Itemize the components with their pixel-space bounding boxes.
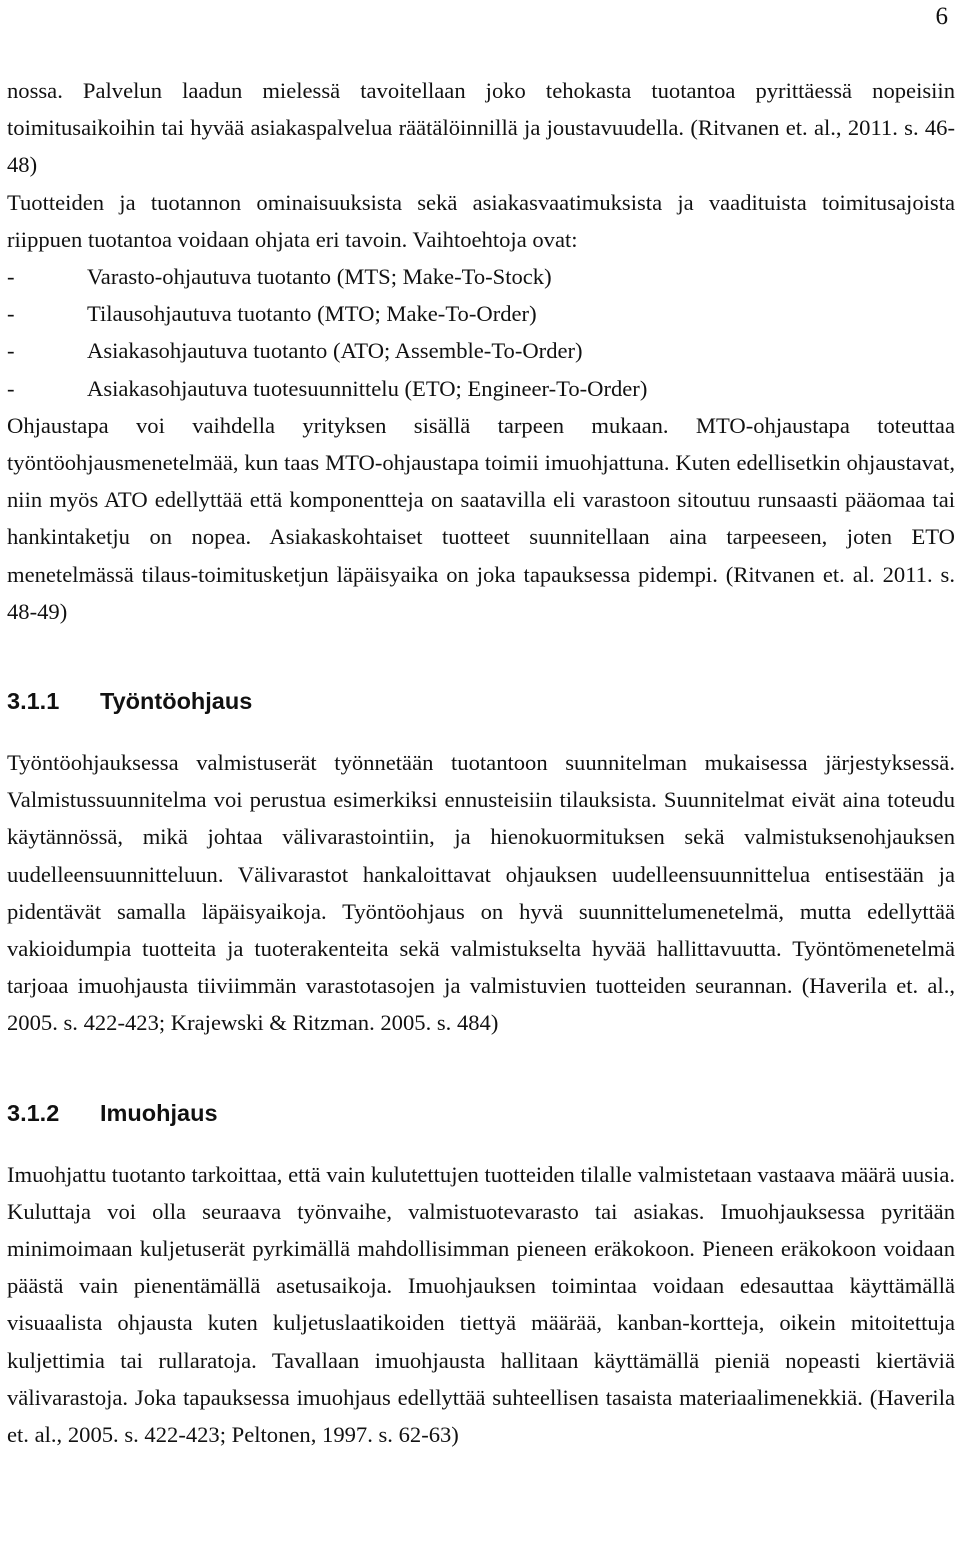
list-item	[7, 332, 955, 369]
page-number: 6	[935, 3, 948, 30]
list-item-text: Asiakasohjautuva tuotesuunnittelu (ETO; Engineer-To-Order)	[87, 375, 648, 401]
list-item	[7, 258, 955, 295]
section-heading-3-1-2	[7, 1098, 955, 1128]
intro-paragraph-1: nossa. Palvelun laadun mielessä tavoitellaan joko tehokasta tuotantoa pyrittäessä nopeisiin toimitusaikoihin tai hyvää asiakaspalvelua räätälöinnillä ja joustavuudella. (Ritvanen et. al., 2011. s. 46-48)	[7, 78, 955, 178]
list-item	[7, 370, 955, 407]
production-types-list	[7, 258, 955, 407]
section-title: Imuohjaus	[100, 1099, 218, 1126]
list-item	[7, 295, 955, 332]
section-number: 3.1.2	[7, 1099, 60, 1126]
document-body	[7, 72, 955, 1453]
intro-paragraph-2: Tuotteiden ja tuotannon ominaisuuksista sekä asiakasvaatimuksista ja vaadituista toimitusajoista riippuen tuotantoa voidaan ohjata eri tavoin. Vaihtoehtoja ovat:	[7, 189, 955, 252]
list-item-text: Asiakasohjautuva tuotanto (ATO; Assemble-To-Order)	[87, 338, 583, 364]
section-number: 3.1.1	[7, 688, 60, 715]
section-title: Työntöohjaus	[100, 688, 253, 715]
section-heading-3-1-1	[7, 686, 955, 716]
list-marker: -	[7, 264, 15, 290]
intro-paragraph-3: Ohjaustapa voi vaihdella yrityksen sisällä tarpeen mukaan. MTO-ohjaustapa toteuttaa työntöohjausmenetelmää, kun taas MTO-ohjaustapa toimii imuohjattuna. Kuten edellisetkin ohjaustavat, niin myös ATO edellyttää että komponentteja on saatavilla eli varastoon sitoutuu runsaasti pääomaa tai hankintaketju on nopea. Asiakaskohtaiset tuotteet suunnitellaan aina tarpeeseen, joten ETO menetelmässä tilaus-toimitusketjun läpäisyaika on joka tapauksessa pidempi. (Ritvanen et. al. 2011. s. 48-49)	[7, 412, 955, 624]
list-marker: -	[7, 375, 15, 401]
section-3-1-1-paragraph: Työntöohjauksessa valmistuserät työnnetään tuotantoon suunnitelman mukaisessa järjestyksessä. Valmistussuunnitelma voi perustua esimerkiksi ennusteisiin tilauksista. Suunnitelmat eivät aina toteudu käytännössä, mikä johtaa välivarastointiin, ja hienokuormituksen sekä valmistuksenohjauksen uudelleensuunnitteluun. Välivarastot hankaloittavat ohjauksen uudelleensuunnittelua entisestään ja pidentävät samalla läpäisyaikoja. Työntöohjaus on hyvä suunnittelumenetelmä, mutta edellyttää vakioidumpia tuotteita ja tuoterakenteita sekä valmistukselta hyvää hallittavuutta. Työntömenetelmä tarjoaa imuohjausta tiiviimmän varastotasojen ja valmistuvien tuotteiden seurannan. (Haverila et. al., 2005. s. 422-423; Krajewski & Ritzman. 2005. s. 484)	[7, 750, 955, 1036]
list-marker: -	[7, 338, 15, 364]
list-marker: -	[7, 301, 15, 327]
section-3-1-2-paragraph: Imuohjattu tuotanto tarkoittaa, että vain kulutettujen tuotteiden tilalle valmistetaan vastaava määrä uusia. Kuluttaja voi olla seuraava työnvaihe, valmistuotevarasto tai asiakas. Imuohjauksessa pyritään minimoimaan kuljetuserät pyrkimällä mahdollisimman pieneen eräkokoon. Pieneen eräkokoon voidaan päästä vain pienentämällä asetusaikoja. Imuohjauksen toimintaa voidaan edesauttaa käyttämällä visuaalista ohjausta kuten kuljetuslaatikoiden tiettyä määrää, kanban-kortteja, oikein mitoitettuja kuljettimia tai rullaratoja. Tavallaan imuohjausta hallitaan käyttämällä pieniä nopeasti kiertäviä välivarastoja. Joka tapauksessa imuohjaus edellyttää suhteellisen tasaista materiaalimenekkiä. (Haverila et. al., 2005. s. 422-423; Peltonen, 1997. s. 62-63)	[7, 1161, 955, 1448]
list-item-text: Varasto-ohjautuva tuotanto (MTS; Make-To-Stock)	[87, 264, 552, 290]
list-item-text: Tilausohjautuva tuotanto (MTO; Make-To-Order)	[87, 301, 537, 327]
